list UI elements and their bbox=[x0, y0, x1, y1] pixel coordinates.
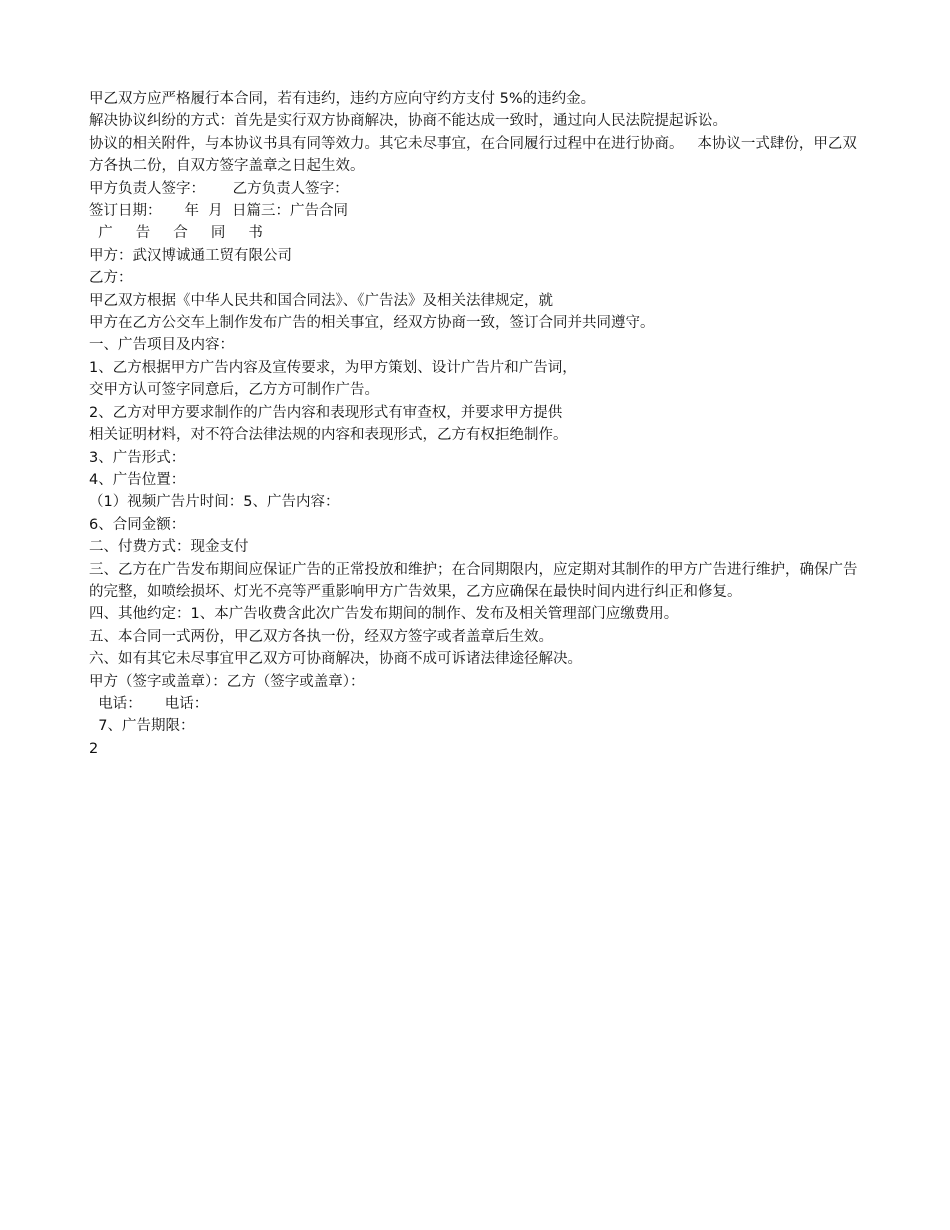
text-line: 3、广告形式： bbox=[89, 449, 186, 466]
page-number: 2 bbox=[89, 740, 99, 757]
text-line: 1、乙方根据甲方广告内容及宣传要求，为甲方策划、设计广告片和广告词， bbox=[89, 359, 577, 376]
text-line: 甲方：武汉博诚通工贸有限公司 bbox=[89, 247, 292, 264]
text-line: 相关证明材料，对不符合法律法规的内容和表现形式，乙方有权拒绝制作。 bbox=[89, 427, 568, 444]
section-heading: 三、乙方在广告发布期间应保证广告的正常投放和维护；在合同期限内，应定期对其制作的甲方广告进行维护，确保广告的完整，如喷绘损坏、灯光不亮等严重影响甲方广告效果，乙方应确保在最快时间内进行纠正和修复。 bbox=[89, 561, 858, 600]
text-line: 协议的相关附件，与本协议书具有同等效力。其它未尽事宜，在合同履行过程中在进行协商。 本协议一式肆份，甲乙双方各执二份，自双方签字盖章之日起生效。 bbox=[89, 135, 857, 175]
text-line: 7、广告期限： bbox=[89, 718, 195, 735]
signature-line: 甲方（签字或盖章）：乙方（签字或盖章）： bbox=[89, 673, 365, 690]
text-line: 交甲方认可签字同意后，乙方方可制作广告。 bbox=[89, 382, 379, 399]
phone-line: 电话： 电话： bbox=[89, 695, 209, 712]
document-body bbox=[89, 88, 864, 760]
text-line: 乙方： bbox=[89, 270, 133, 287]
text-line: 签订日期： 年 月 日篇三：广告合同 bbox=[89, 203, 348, 220]
document-title: 广 告 合 同 书 bbox=[89, 225, 263, 242]
text-line: 6、合同金额： bbox=[89, 516, 186, 533]
text-line: 甲乙双方应严格履行本合同，若有违约，违约方应向守约方支付 5%的违约金。 bbox=[89, 91, 596, 107]
text-line: 2、乙方对甲方要求制作的广告内容和表现形式有审查权，并要求甲方提供 bbox=[89, 404, 563, 421]
section-heading: 二、付费方式：现金支付 bbox=[89, 539, 249, 556]
text-line: 甲方在乙方公交车上制作发布广告的相关事宜，经双方协商一致，签订合同并共同遵守。 bbox=[89, 315, 655, 332]
text-line: 4、广告位置： bbox=[89, 471, 186, 488]
section-heading: 四、其他约定：1、本广告收费含此次广告发布期间的制作、发布及相关管理部门应缴费用。 bbox=[89, 606, 679, 623]
text-line: 解决协议纠纷的方式：首先是实行双方协商解决，协商不能达成一致时，通过向人民法院提起诉讼。 bbox=[89, 113, 727, 130]
section-heading: 六、如有其它未尽事宜甲乙双方可协商解决，协商不成可诉诸法律途径解决。 bbox=[89, 651, 582, 668]
section-heading: 五、本合同一式两份，甲乙双方各执一份，经双方签字或者盖章后生效。 bbox=[89, 628, 553, 645]
text-line: 甲方负责人签字： 乙方负责人签字： bbox=[89, 180, 349, 197]
section-heading: 一、广告项目及内容： bbox=[89, 337, 234, 354]
text-line: （1）视频广告片时间：5、广告内容： bbox=[89, 494, 340, 511]
text-line: 甲乙双方根据《中华人民共和国合同法》、《广告法》及相关法律规定，就 bbox=[89, 292, 553, 309]
